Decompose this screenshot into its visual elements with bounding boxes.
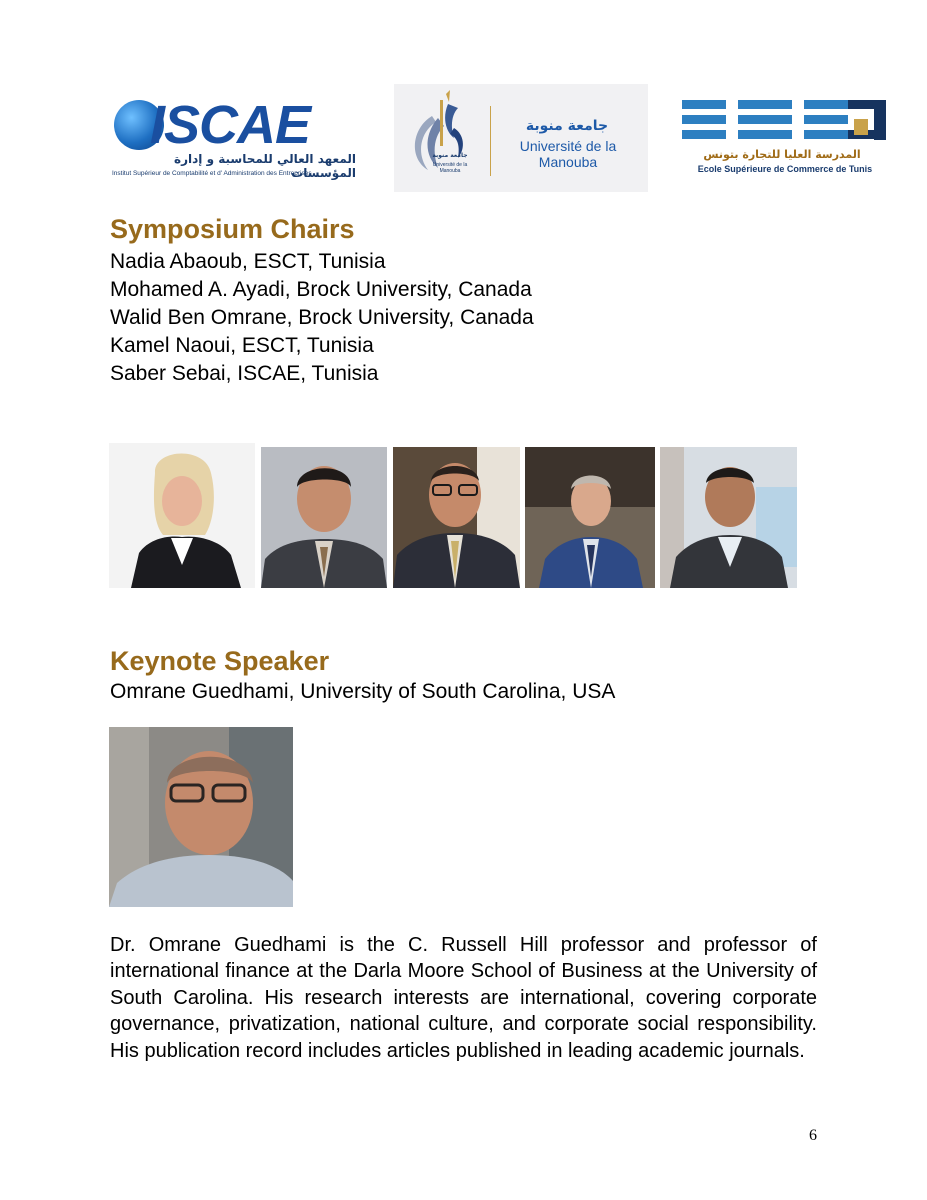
- keynote-speaker-name: Omrane Guedhami, University of South Carolina, USA: [110, 680, 616, 703]
- emblem-french-text: Université de la Manouba: [432, 162, 468, 174]
- manouba-french-name: Université de la Manouba: [519, 138, 617, 170]
- chair-item: Kamel Naoui, ESCT, Tunisia: [110, 334, 374, 357]
- iscae-wordmark: ISCAE: [150, 95, 311, 155]
- manouba-arabic-name: جامعة منوبة: [525, 118, 609, 134]
- chairs-list: [110, 248, 534, 388]
- keynote-speaker-heading: Keynote Speaker: [110, 646, 330, 676]
- iscae-arabic-name: المعهد العالي للمحاسبة و إدارة المؤسسات: [174, 152, 356, 180]
- esct-arabic-name: المدرسة العليا للتجارة بتونس: [703, 148, 861, 161]
- chair-item: Mohamed A. Ayadi, Brock University, Canada: [110, 278, 532, 301]
- logo-divider: [490, 106, 491, 176]
- esct-wordmark-icon: [682, 100, 888, 140]
- chair-photo: [109, 443, 255, 588]
- keynote-bio: Dr. Omrane Guedhami is the C. Russell Hill professor and professor of international finance at the Darla Moore School of Business at the University of South Carolina. His research interests are international, covering corporate governance, privatization, national culture, and corporate social responsibility. His publication record includes articles published in leading academic journals.: [110, 934, 817, 1062]
- chair-item: Nadia Abaoub, ESCT, Tunisia: [110, 250, 386, 273]
- logo-bar: [110, 84, 890, 194]
- page-number: 6: [809, 1127, 817, 1144]
- chair-item: Saber Sebai, ISCAE, Tunisia: [110, 362, 379, 385]
- symposium-chairs-heading: Symposium Chairs: [110, 214, 355, 244]
- esct-french-name: Ecole Supérieure de Commerce de Tunis: [697, 164, 873, 174]
- emblem-arabic-text: جامعة منوبة: [432, 152, 468, 159]
- chair-photo: [525, 447, 655, 588]
- chair-photo: [393, 447, 520, 588]
- iscae-logo: [110, 96, 358, 186]
- chair-photo: [660, 447, 797, 588]
- manouba-logo: [394, 84, 648, 192]
- chair-photo: [261, 447, 387, 588]
- keynote-speaker-photo: [109, 727, 293, 907]
- chair-item: Walid Ben Omrane, Brock University, Canada: [110, 306, 534, 329]
- iscae-french-name: Institut Supérieur de Comptabilité et d' Administration des Entreprises: [112, 170, 312, 177]
- esct-logo: [682, 98, 888, 180]
